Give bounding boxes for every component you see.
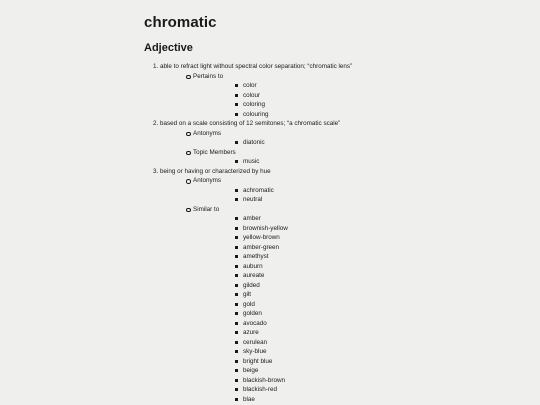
sense-number: 2.: [153, 120, 159, 127]
part-of-speech-heading: Adjective: [144, 42, 193, 54]
related-word-link[interactable]: colour: [193, 91, 352, 101]
relation-item: [160, 148, 352, 167]
sense-definition: being or having or characterized by hue: [160, 167, 271, 175]
sense-list: [144, 62, 352, 404]
related-word-link[interactable]: blackish-brown: [193, 376, 352, 386]
related-word-link[interactable]: amber-green: [193, 243, 352, 253]
sense-number: 1.: [153, 63, 159, 70]
related-word-list: [193, 214, 352, 404]
related-word-link[interactable]: blae: [193, 395, 352, 405]
page-title: chromatic: [144, 14, 217, 31]
related-word-list: [193, 138, 352, 148]
related-word-link[interactable]: achromatic: [193, 186, 352, 196]
related-word-link[interactable]: diatonic: [193, 138, 352, 148]
related-word-link[interactable]: yellow-brown: [193, 233, 352, 243]
relation-label: Antonyms: [193, 177, 221, 184]
sense-number: 3.: [153, 167, 159, 175]
relation-item: [160, 205, 352, 405]
related-word-link[interactable]: coloring: [193, 100, 352, 110]
relation-list: [160, 129, 352, 167]
related-word-link[interactable]: gilt: [193, 290, 352, 300]
related-word-link[interactable]: color: [193, 81, 352, 91]
related-word-link[interactable]: auburn: [193, 262, 352, 272]
related-word-link[interactable]: aureate: [193, 271, 352, 281]
related-word-link[interactable]: sky-blue: [193, 347, 352, 357]
related-word-link[interactable]: beige: [193, 366, 352, 376]
related-word-link[interactable]: brownish-yellow: [193, 224, 352, 234]
relation-label: Antonyms: [193, 129, 221, 137]
related-word-list: [193, 157, 352, 167]
related-word-link[interactable]: blackish-red: [193, 385, 352, 395]
related-word-link[interactable]: colouring: [193, 110, 352, 120]
related-word-link[interactable]: golden: [193, 309, 352, 319]
related-word-list: [193, 186, 352, 205]
related-word-link[interactable]: avocado: [193, 319, 352, 329]
sense-definition: based on a scale consisting of 12 semitones; “a chromatic scale”: [160, 120, 341, 127]
relation-item: [160, 129, 352, 148]
related-word-list: [193, 81, 352, 119]
related-word-link[interactable]: azure: [193, 328, 352, 338]
related-word-link[interactable]: music: [193, 157, 352, 167]
related-word-link[interactable]: gold: [193, 300, 352, 310]
relation-label: Similar to: [193, 205, 220, 213]
related-word-link[interactable]: amber: [193, 214, 352, 224]
relation-item: [160, 176, 352, 205]
sense-item: [144, 167, 352, 405]
relation-label: Pertains to: [193, 72, 224, 80]
sense-definition: able to refract light without spectral color separation; “chromatic lens”: [160, 63, 353, 70]
related-word-link[interactable]: gilded: [193, 281, 352, 291]
relation-label: Topic Members: [193, 148, 236, 156]
sense-item: [144, 119, 352, 167]
relation-item: [160, 72, 352, 120]
related-word-link[interactable]: neutral: [193, 195, 352, 205]
related-word-link[interactable]: bright blue: [193, 357, 352, 367]
related-word-link[interactable]: amethyst: [193, 252, 352, 262]
sense-item: [144, 62, 352, 119]
related-word-link[interactable]: cerulean: [193, 338, 352, 348]
relation-list: [160, 72, 352, 120]
relation-list: [160, 176, 352, 404]
